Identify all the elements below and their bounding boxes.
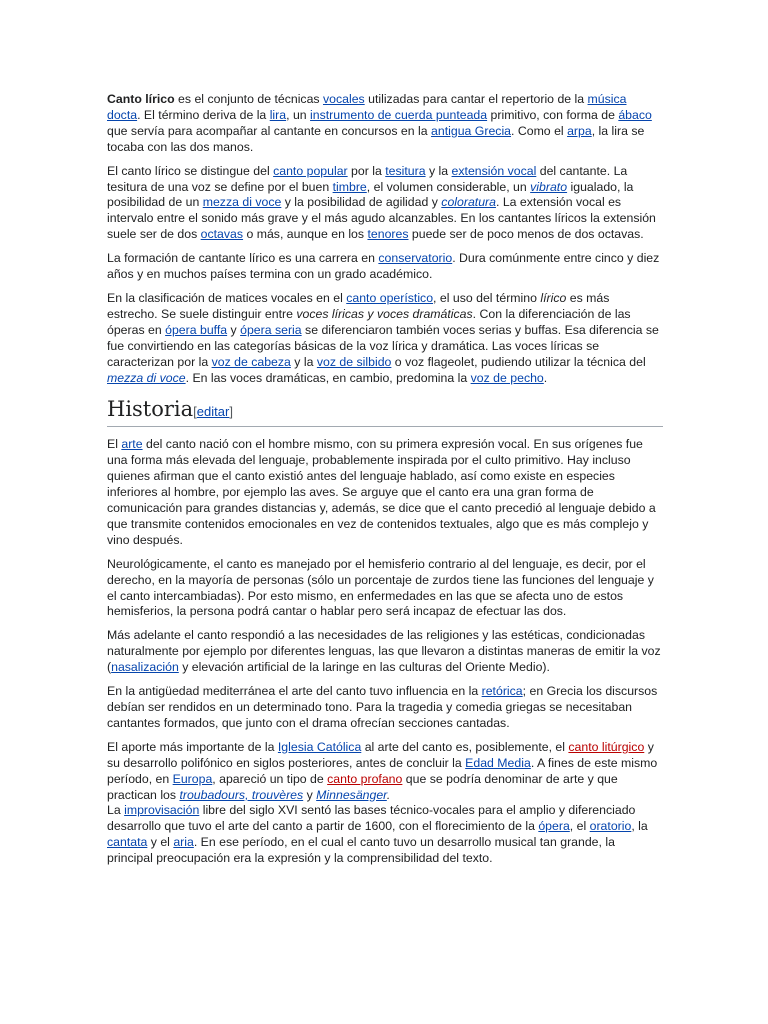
wiki-link[interactable]: vibrato <box>530 179 568 194</box>
wiki-link[interactable]: voz de pecho <box>470 370 544 385</box>
wiki-link[interactable]: lira <box>269 107 287 122</box>
italic-text: lírico <box>540 290 567 305</box>
text-run: Neurológicamente, el canto es manejado por el hemisferio contrario al del lenguaje, es decir, por el derecho, en la mayoría de personas (sólo un porcentaje de zurdos tiene las funciones del lenguaje y el canto intercambiadas). Por esto mismo, en enfermedades en las que se afecta uno de estos hemisferios, la persona podrá cantar o hablar pero será incapaz de efectuar las dos. <box>107 556 654 619</box>
text-run: y <box>303 787 317 802</box>
text-run: , la <box>631 819 648 834</box>
text-run: En la clasificación de matices vocales en el <box>107 290 347 305</box>
wiki-link[interactable]: canto popular <box>273 163 348 178</box>
text-run: La <box>107 803 125 818</box>
redlink[interactable]: canto profano <box>327 771 403 786</box>
edit-bracket-close: ] <box>229 404 233 420</box>
wiki-link[interactable]: antigua Grecia <box>431 123 512 138</box>
wiki-link[interactable]: nasalización <box>111 660 179 675</box>
wiki-link[interactable]: tenores <box>367 227 409 242</box>
text-run: ; en Grecia los discursos debían ser rendidos en un determinado tono. Para la tragedia y comedia griegas se necesitaban cantantes formados, que junto con el drama ofrecían secciones cantadas. <box>107 684 658 730</box>
edit-section <box>193 404 233 419</box>
text-run: al arte del canto es, posiblemente, el <box>361 739 569 754</box>
paragraph <box>107 628 663 676</box>
paragraph <box>107 291 663 386</box>
text-run: y elevación artificial de la laringe en las culturas del Oriente Medio). <box>178 660 550 675</box>
text-run: En la antigüedad mediterránea el arte del canto tuvo influencia en la <box>107 684 482 699</box>
text-run: La formación de cantante lírico es una carrera en <box>107 251 379 266</box>
italic-text: . <box>386 787 391 802</box>
intro-section <box>107 92 663 386</box>
wiki-link[interactable]: ópera seria <box>240 322 302 337</box>
wiki-link[interactable]: arpa <box>567 123 592 138</box>
wiki-link[interactable]: canto operístico <box>346 290 434 305</box>
text-run: se diferenciaron también voces serias y buffas. Esa diferencia se fue convirtiendo en las categorías básicas de la voz lírica y dramática. Las voces líricas se caracterizan por la <box>107 322 659 369</box>
wiki-link[interactable]: voz de cabeza <box>211 354 291 369</box>
text-run: y el <box>147 835 174 850</box>
text-run: El aporte más importante de la <box>107 739 278 754</box>
wiki-link[interactable]: octavas <box>200 227 244 242</box>
redlink[interactable]: canto litúrgico <box>568 739 645 754</box>
italic-text: voces líricas y voces dramáticas <box>296 306 473 321</box>
text-run: , el uso del término <box>433 290 541 305</box>
text-run: y la <box>425 163 452 178</box>
text-run: , la lira se tocaba con las dos manos. <box>107 123 645 154</box>
wiki-link[interactable]: troubadours, trouvères <box>179 787 304 802</box>
text-run: . La extensión vocal es intervalo entre el sonido más grave y el más agudo alcanzables. En los cantantes líricos la extensión suele ser de dos <box>107 195 656 242</box>
edit-bracket-open: [ <box>193 404 197 420</box>
text-run: El canto lírico se distingue del <box>107 163 274 178</box>
paragraph <box>107 92 663 156</box>
wiki-link[interactable]: conservatorio <box>378 251 453 266</box>
wiki-link[interactable]: voz de silbido <box>316 354 392 369</box>
wiki-link[interactable]: tesitura <box>385 163 426 178</box>
wiki-link[interactable]: Edad Media <box>465 755 531 770</box>
text-run: o más, aunque en los <box>243 227 368 242</box>
text-run: . Con la diferenciación de las óperas en <box>107 306 631 337</box>
section-title: Historia <box>107 397 194 422</box>
wiki-link[interactable]: aria <box>173 835 194 850</box>
text-run: , un <box>286 107 311 122</box>
wiki-link[interactable]: ópera <box>538 819 570 834</box>
text-run: . Como el <box>511 123 568 138</box>
text-run: y la posibilidad de agilidad y <box>281 195 442 210</box>
wiki-link[interactable]: vocales <box>322 92 365 106</box>
text-run: , apareció un tipo de <box>212 771 328 786</box>
text-run: y su desarrollo polifónico en siglos posteriores, antes de concluir la <box>107 739 654 770</box>
wiki-link[interactable]: ópera buffa <box>165 322 228 337</box>
text-run: . <box>543 370 548 385</box>
text-run: . A fines de este mismo período, en <box>107 755 658 786</box>
wiki-link[interactable]: instrumento de cuerda punteada <box>310 107 488 122</box>
wiki-link[interactable]: oratorio <box>589 819 632 834</box>
text-run: . En ese período, en el cual el canto tuvo un desarrollo musical tan grande, la principal preocupación era la expresión y la comprensibilidad del texto. <box>107 835 615 866</box>
wiki-link[interactable]: mezza di voce <box>107 370 186 385</box>
text-run: . Dura comúnmente entre cinco y diez años y en muchos países termina con un grado académico. <box>107 251 660 282</box>
text-run: . El término deriva de la <box>137 107 270 122</box>
wiki-link[interactable]: coloratura <box>441 195 496 210</box>
paragraph <box>107 164 663 244</box>
edit-section-link[interactable]: editar <box>196 404 230 420</box>
wiki-link[interactable]: cantata <box>107 835 148 850</box>
historia-section <box>107 437 663 867</box>
paragraph <box>107 437 663 548</box>
paragraph <box>107 251 663 283</box>
text-run: del cantante. La tesitura de una voz se define por el buen <box>107 163 628 194</box>
text-run: que se podría denominar de arte y que practican los <box>107 771 618 802</box>
section-heading-historia <box>107 396 663 427</box>
text-run: primitivo, con forma de <box>487 107 619 122</box>
text-run: , el <box>569 819 590 834</box>
text-run: y la <box>290 354 317 369</box>
text-run: por la <box>347 163 386 178</box>
wiki-link[interactable]: mezza di voce <box>202 195 282 210</box>
text-run: El <box>107 437 122 452</box>
wiki-link[interactable]: Minnesänger <box>316 787 387 802</box>
text-run: es el conjunto de técnicas <box>174 92 323 106</box>
wiki-link[interactable]: arte <box>121 437 143 452</box>
text-run: , el volumen considerable, un <box>366 179 531 194</box>
wiki-link[interactable]: Europa <box>172 771 213 786</box>
wiki-link[interactable]: improvisación <box>124 803 200 818</box>
paragraph <box>107 684 663 732</box>
article <box>107 92 663 875</box>
wiki-link[interactable]: música docta <box>107 92 627 122</box>
wiki-link[interactable]: timbre <box>332 179 367 194</box>
paragraph <box>107 740 663 867</box>
text-run: es más estrecho. Se suele distinguir entre <box>107 290 610 321</box>
text-run: igualado, la posibilidad de un <box>107 179 634 210</box>
text-run: utilizadas para cantar el repertorio de la <box>364 92 588 106</box>
text-run: libre del siglo XVI sentó las bases técnico-vocales para el amplio y diferenciado desarrollo que tuvo el arte del canto a partir de 1600, con el florecimiento de la <box>107 803 636 834</box>
text-run: del canto nació con el hombre mismo, con su primera expresión vocal. En sus orígenes fue una forma más elevada del lenguaje, probablemente inspirada por el culto primitivo. Hay incluso quienes afirman que el canto existió antes del lenguaje hablado, así como existe en especies inferiores al hombre, por ejemplo las aves. Se arguye que el canto era una gran forma de comunicación para grandes distancias y, además, se dice que el canto precedió al lenguaje debido a que transmite contenidos emocionales en vez de contenidos textuales, algo que es más complejo y vino después. <box>107 437 656 547</box>
wiki-link[interactable]: extensión vocal <box>451 163 537 178</box>
text-run: que servía para acompañar al cantante en concursos en la <box>107 123 432 138</box>
text-run: Más adelante el canto respondió a las necesidades de las religiones y las estéticas, condicionadas naturalmente por ejemplo por diferentes lenguas, las que llevaron a distintas maneras de emitir la voz ( <box>107 628 661 675</box>
wiki-link[interactable]: retórica <box>481 684 523 699</box>
wiki-link[interactable]: ábaco <box>618 107 652 122</box>
text-run: . En las voces dramáticas, en cambio, predomina la <box>185 370 471 385</box>
text-run: o voz flageolet, pudiendo utilizar la técnica del <box>391 354 646 369</box>
text-run: y <box>227 322 241 337</box>
wiki-link[interactable]: Iglesia Católica <box>277 739 362 754</box>
paragraph <box>107 557 663 621</box>
text-run: puede ser de poco menos de dos octavas. <box>408 227 644 242</box>
bold-term: Canto lírico <box>107 92 175 106</box>
